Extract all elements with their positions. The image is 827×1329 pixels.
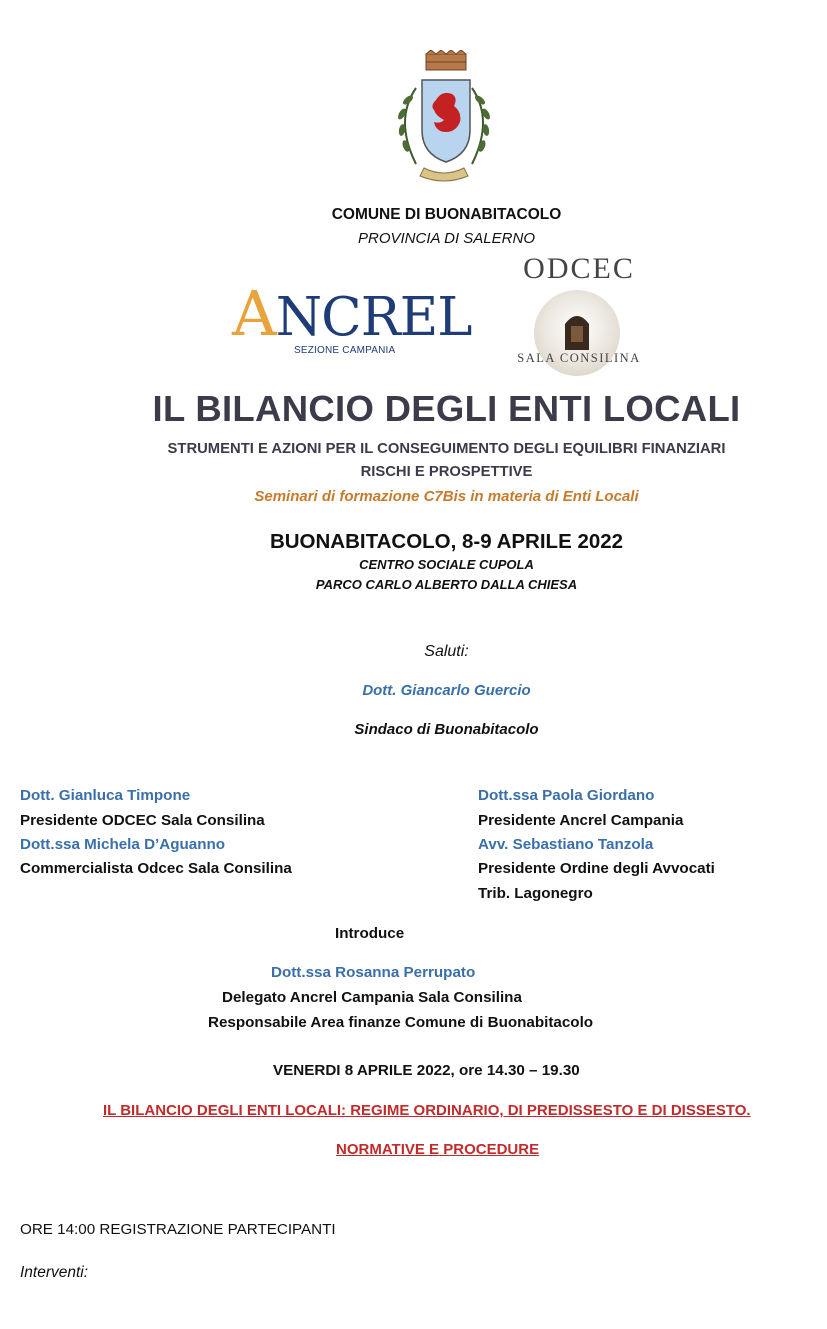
introduce-label: Introduce <box>335 925 405 942</box>
seminar-tagline: Seminari di formazione C7Bis in materia di Enti Locali <box>254 488 639 505</box>
coat-of-arms-icon <box>380 50 508 190</box>
province-name: PROVINCIA DI SALERNO <box>358 230 535 247</box>
speaker-name: Dott.ssa Paola Giordano <box>478 787 655 804</box>
session-topic-1: IL BILANCIO DEGLI ENTI LOCALI: REGIME ORDINARIO, DI PREDISSESTO E DI DISSESTO. <box>103 1102 751 1119</box>
speaker-name: Dott. Gianluca Timpone <box>20 787 191 804</box>
odcec-name: ODCEC <box>523 252 635 285</box>
ancrel-name: NCREL <box>275 287 472 348</box>
speaker-role: Presidente ODCEC Sala Consilina <box>20 812 265 829</box>
introducer-name: Dott.ssa Rosanna Perrupato <box>271 964 476 981</box>
greetings-speaker-role: Sindaco di Buonabitacolo <box>354 721 539 738</box>
venue-line-2: PARCO CARLO ALBERTO DALLA CHIESA <box>315 577 578 592</box>
speaker-name: Dott.ssa Michela D’Aguanno <box>20 836 226 853</box>
session-topic-2: NORMATIVE E PROCEDURE <box>336 1141 540 1158</box>
venue-line-1: CENTRO SOCIALE CUPOLA <box>359 557 534 572</box>
speaker-role: Presidente Ordine degli Avvocati <box>478 860 715 877</box>
ancrel-subtitle: SEZIONE CAMPANIA <box>294 345 396 356</box>
speaker-role: Commercialista Odcec Sala Consilina <box>20 860 292 877</box>
ancrel-logo <box>232 277 472 360</box>
speaker-role-line-2: Trib. Lagonegro <box>478 885 593 902</box>
speaker-role: Presidente Ancrel Campania <box>478 812 684 829</box>
page-title: IL BILANCIO DEGLI ENTI LOCALI <box>152 388 741 429</box>
ancrel-wordmark <box>232 277 472 350</box>
speaker-name: Avv. Sebastiano Tanzola <box>478 836 654 853</box>
interventions-label: Interventi: <box>20 1264 89 1281</box>
introducer-role-1: Delegato Ancrel Campania Sala Consilina <box>222 989 522 1006</box>
session-date-time: VENERDI 8 APRILE 2022, ore 14.30 – 19.30 <box>273 1062 580 1079</box>
greetings-label: Saluti: <box>424 643 469 660</box>
municipality-name: COMUNE DI BUONABITACOLO <box>331 206 562 223</box>
event-place-date: BUONABITACOLO, 8-9 APRILE 2022 <box>269 530 624 553</box>
odcec-logo <box>498 252 660 370</box>
introducer-role-2: Responsabile Area finanze Comune di Buonabitacolo <box>208 1014 594 1031</box>
ancrel-initial: A <box>232 277 276 350</box>
registration-line: ORE 14:00 REGISTRAZIONE PARTECIPANTI <box>20 1221 336 1238</box>
subtitle-line-1: STRUMENTI E AZIONI PER IL CONSEGUIMENTO DEGLI EQUILIBRI FINANZIARI <box>167 441 726 457</box>
subtitle-line-2: RISCHI E PROSPETTIVE <box>360 464 533 480</box>
odcec-subtitle: SALA CONSILINA <box>517 351 641 365</box>
greetings-speaker-name: Dott. Giancarlo Guercio <box>362 682 531 699</box>
